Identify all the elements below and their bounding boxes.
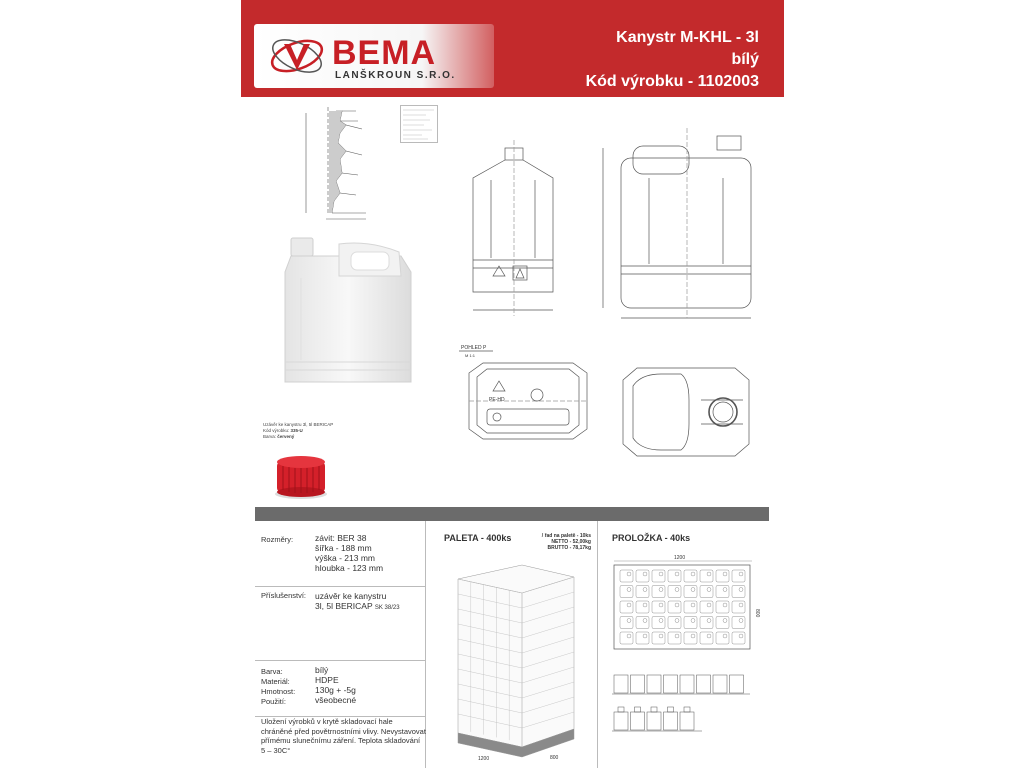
layer-dim-height: 800 <box>754 609 760 618</box>
pallet-info <box>542 533 591 551</box>
header-banner <box>241 0 784 97</box>
layer-grid-drawing <box>604 553 764 653</box>
cap-line1: Uzávěr ke kanystru 3l, 5l BERICAP <box>263 422 334 427</box>
product-color: bílý <box>731 51 759 68</box>
pe-hd-label: PE-HD <box>489 397 505 403</box>
color-value: bílý <box>315 665 329 675</box>
drawing-spec-table <box>400 105 438 143</box>
company-logo <box>254 24 494 88</box>
pallet-rows: / řad na paletě - 10ks <box>541 533 591 539</box>
accessories-row <box>255 587 426 661</box>
product-title-block <box>586 27 759 93</box>
cap-color-value: červený <box>277 434 295 439</box>
pallet-dim-width: 1200 <box>478 756 490 762</box>
layer-column <box>598 521 769 768</box>
material-value: HDPE <box>315 675 339 685</box>
side-canister-neck <box>651 707 657 712</box>
specifications-section <box>255 521 769 768</box>
red-cap-photo <box>271 450 331 502</box>
side-canister-neck <box>668 707 674 712</box>
side-canister <box>680 675 694 693</box>
properties-row <box>255 661 426 717</box>
dimension-depth: hloubka - 123 mm <box>315 563 384 573</box>
pallet-netto: NETTO - 52,00kg <box>551 539 591 545</box>
pallet-stack-illustration <box>450 557 580 762</box>
cap-code-label: Kód výrobku: <box>263 428 291 433</box>
thread-profile-drawing <box>296 103 391 223</box>
side-canister <box>647 712 661 730</box>
top-view-drawing <box>611 360 761 460</box>
material-label: Materiál: <box>261 677 290 686</box>
pohled-label: POHLED P <box>461 345 487 351</box>
front-view-drawing <box>463 140 563 320</box>
weight-value: 130g + -5g <box>315 685 356 695</box>
product-sheet <box>241 0 784 768</box>
pohled-scale-label: M 1:1 <box>465 353 476 358</box>
side-view-drawing <box>597 128 767 323</box>
product-code: Kód výrobku - 1102003 <box>585 73 759 90</box>
side-canister <box>730 675 744 693</box>
dimension-thread: závit: BER 38 <box>315 533 367 543</box>
side-canister <box>664 675 678 693</box>
side-canister-neck <box>618 707 624 712</box>
layer-dim-width: 1200 <box>674 555 686 561</box>
dimension-width: šířka - 188 mm <box>315 543 372 553</box>
weight-label: Hmotnost: <box>261 687 296 696</box>
side-canister-neck <box>684 707 690 712</box>
dimensions-row <box>255 521 426 587</box>
accessories-cap-name: 3l, 5l BERICAP <box>315 601 373 611</box>
side-canister <box>664 712 678 730</box>
bottom-view-drawing <box>453 343 603 453</box>
logo-subtitle: LANŠKROUN S.R.O. <box>335 70 456 81</box>
accessories-label: Příslušenství: <box>261 591 307 600</box>
pallet-column <box>426 521 598 768</box>
side-canister <box>614 712 628 730</box>
color-label: Barva: <box>261 667 283 676</box>
side-canister <box>697 675 711 693</box>
side-canister <box>713 675 727 693</box>
dimension-height: výška - 213 mm <box>315 553 375 563</box>
usage-value: všeobecné <box>315 695 357 705</box>
pallet-brutto: BRUTTO - 78,17kg <box>547 545 591 551</box>
side-canister-neck <box>635 707 641 712</box>
side-canister <box>631 712 645 730</box>
usage-label: Použití: <box>261 697 287 706</box>
side-canister <box>614 675 628 693</box>
specs-column <box>255 521 426 768</box>
accessories-line1: uzávěr ke kanystru <box>315 591 387 601</box>
pallet-dim-depth: 800 <box>550 755 559 761</box>
side-canister <box>631 675 645 693</box>
accessories-line2 <box>315 601 400 613</box>
layer-side-drawing-2 <box>612 705 752 737</box>
side-canister <box>680 712 694 730</box>
pallet-title: PALETA - 400ks <box>444 533 512 543</box>
layer-title: PROLOŽKA - 40ks <box>612 533 691 543</box>
accessories-cap-code: SK 38/23 <box>374 605 400 611</box>
cap-description <box>263 422 333 440</box>
storage-note: Uložení výrobků v krytě skladovací hale chráněné před povětrnostními vlivy. Nevystavovat přímému slunečnímu záření. Teplota skladování 5 – 30C° <box>261 717 426 755</box>
product-title: Kanystr M-KHL - 3l <box>616 29 759 46</box>
cap-color-label: Barva: <box>263 434 278 439</box>
dimensions-label: Rozměry: <box>261 535 294 544</box>
cap-code-value: 335-U <box>290 428 303 433</box>
logo-wordmark: BEMA <box>332 34 437 72</box>
side-canister <box>647 675 661 693</box>
bema-emblem-icon <box>268 30 326 82</box>
layer-side-drawing-1 <box>612 669 752 697</box>
canister-photo <box>279 232 419 392</box>
section-divider-bar <box>255 507 769 521</box>
